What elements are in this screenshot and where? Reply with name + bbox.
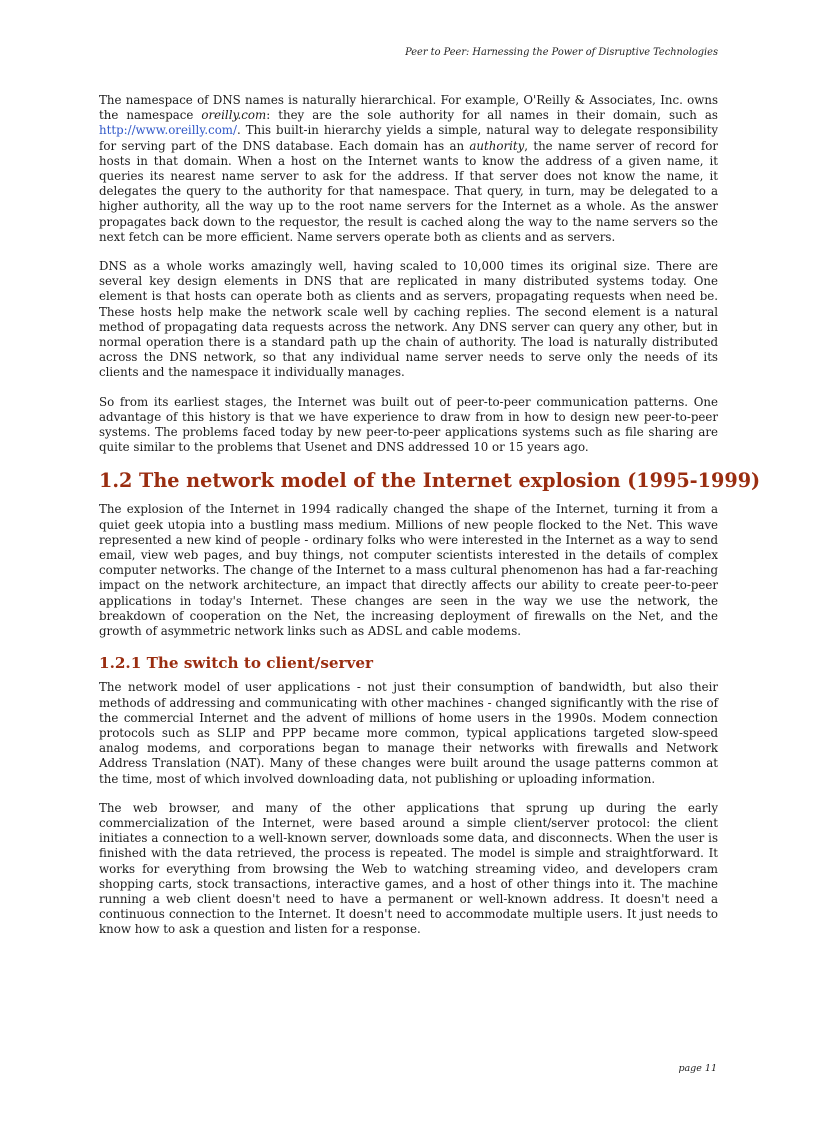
section-heading: 1.2 The network model of the Internet explosion (1995-1999) [99,469,761,493]
domain-name: oreilly.com [201,108,267,123]
paragraph-text: , the name server of record for hosts in that domain. When a host on the Internet wants to know the address of a given name, it queries its nearest name server to ask for the address. If that server does not know the name, it delegates the query to the authority for that namespace. That query, in turn, may be delegated to a higher authority, all the way up to the root name servers for the Internet as a whole. As the answer propagates back down to the requestor, the result is cached along the way to the name servers so the next fetch can be more efficient. Name servers operate both as clients and as servers. [99,138,718,244]
authority-term: authority [469,138,525,153]
paragraph-text: : they are the sole authority for all names in their domain, such as [266,108,718,123]
paragraph-text: . This built-in hierarchy yields a simple, natural way to delegate responsibility for serving part of the DNS database. Each domain has an [99,123,718,153]
page-number: page 11 [678,1063,717,1074]
paragraph-peer-history: So from its earliest stages, the Internet was built out of peer-to-peer communication patterns. One advantage of this history is that we have experience to draw from in how to design new peer-to-peer systems. The problems faced today by new peer-to-peer applications systems such as file sharing are quite similar to the problems that Usenet and DNS addressed 10 or 15 years ago. [99,394,718,455]
paragraph-network-model: The network model of user applications - not just their consumption of bandwidth, but also their methods of addressing and communicating with other machines - changed significantly with the rise of the commercial Internet and the advent of millions of home users in the 1990s. Modem connection protocols such as SLIP and PPP became more common, typical applications targeted slow-speed analog modems, and corporations began to manage their networks with firewalls and Network Address Translation (NAT). Many of these changes were built around the usage patterns common at the time, most of which involved downloading data, not publishing or uploading information. [99,680,718,786]
page-content [99,93,761,952]
paragraph-internet-explosion: The explosion of the Internet in 1994 radically changed the shape of the Internet, turning it from a quiet geek utopia into a bustling mass medium. Millions of new people flocked to the Net. This wave represented a new kind of people - ordinary folks who were interested in the Internet as a way to send email, view web pages, and buy things, not computer scientists interested in the details of complex computer networks. The change of the Internet to a mass cultural phenomenon has had a far-reaching impact on the network architecture, an impact that directly affects our ability to create peer-to-peer applications in today's Internet. These changes are seen in the way we use the network, the breakdown of cooperation on the Net, the increasing deployment of firewalls on the Net, and the growth of asymmetric network links such as ADSL and cable modems. [99,502,718,639]
subsection-heading: 1.2.1 The switch to client/server [99,654,374,673]
paragraph-web-browser: The web browser, and many of the other applications that sprung up during the early commercialization of the Internet, were based around a simple client/server protocol: the client initiates a connection to a well-known server, downloads some data, and disconnects. When the user is finished with the data retrieved, the process is repeated. The model is simple and straightforward. It works for everything from browsing the Web to watching streaming video, and developers cram shopping carts, stock transactions, interactive games, and a host of other things into it. The machine running a web client doesn't need to have a permanent or well-known address. It doesn't need a continuous connection to the Internet. It doesn't need to accommodate multiple users. It just needs to know how to ask a question and listen for a response. [99,800,718,937]
paragraph-dns-namespace [99,93,718,245]
paragraph-text: The namespace of DNS names is naturally hierarchical. For example, O'Reilly & Associates, Inc. owns the namespace [99,93,718,123]
oreilly-link[interactable]: http://www.oreilly.com/ [99,123,237,138]
paragraph-dns-design: DNS as a whole works amazingly well, having scaled to 10,000 times its original size. There are several key design elements in DNS that are replicated in many distributed systems today. One element is that hosts can operate both as clients and as servers, propagating requests when need be. These hosts help make the network scale well by caching replies. The second element is a natural method of propagating data requests across the network. Any DNS server can query any other, but in normal operation there is a standard path up the chain of authority. The load is naturally distributed across the DNS network, so that any individual name server needs to serve only the needs of its clients and the namespace it individually manages. [99,259,718,380]
running-header: Peer to Peer: Harnessing the Power of Disruptive Technologies [405,47,718,58]
